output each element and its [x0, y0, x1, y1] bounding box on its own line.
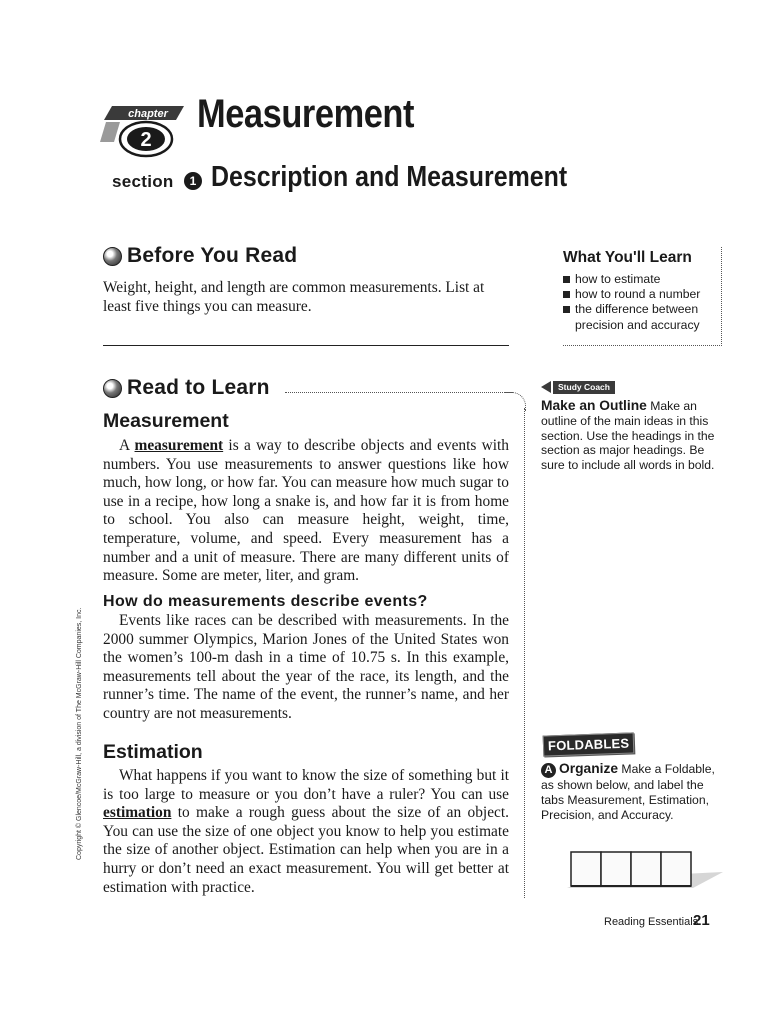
- before-you-read-heading: [103, 244, 297, 268]
- question-heading: How do measurements describe events?: [103, 593, 428, 610]
- study-coach-note: Make an Outline Make an outline of the main ideas in this section. Use the headings in the section as major headings. Be sure to include all words in bold.: [541, 398, 715, 473]
- foldable-diagram: [565, 848, 725, 894]
- keyword-measurement: measurement: [134, 437, 224, 454]
- learn-item: how to estimate: [563, 272, 719, 287]
- read-to-learn-title: Read to Learn: [127, 376, 270, 399]
- estimation-heading: Estimation: [103, 741, 203, 763]
- what-youll-learn-title: What You'll Learn: [563, 249, 692, 266]
- foldables-note: A Organize Make a Foldable, as shown below, and label the tabs Measurement, Estimation, Precision, and Accuracy.: [541, 761, 715, 822]
- before-you-read-prompt: Weight, height, and length are common measurements. List at least five things you can measure.: [103, 279, 485, 315]
- question-paragraph: Events like races can be described with measurements. In the 2000 summer Olympics, Marion Jones of the United States won the women’s 100-m dash in a time of 10.75 s. In this example, measurements tell about the year of the race, its length, and the runner’s time. The name of the event, the runner’s name, and her country are not measurements.: [103, 612, 509, 722]
- dotted-column-divider: [524, 408, 525, 898]
- what-youll-learn-list: [563, 272, 719, 333]
- answer-line[interactable]: [103, 345, 509, 346]
- globe-icon: [103, 247, 122, 266]
- footer-label: Reading Essentials: [604, 916, 699, 928]
- study-coach-tag: Study Coach: [553, 381, 615, 394]
- step-letter-badge: A: [541, 763, 556, 778]
- keyword-estimation: estimation: [103, 804, 172, 822]
- copyright-notice: Copyright © Glencoe/McGraw-Hill, a division of The McGraw-Hill Companies, Inc.: [76, 607, 83, 860]
- chapter-badge: [100, 98, 190, 158]
- dotted-corner: [505, 392, 526, 411]
- globe-icon: [103, 379, 122, 398]
- estimation-paragraph: What happens if you want to know the size of something but it is too large to measure or you don’t have a ruler? You can use estimation to make a rough guess about the size of an object. You can use the size of one object you know to help you estimate the size of another object. Estimation can help when you are in a hurry or don’t need an exact measurement. You will get better at estimation with practice.: [103, 767, 509, 896]
- foldables-logo: FOLDABLES: [543, 732, 635, 756]
- measurement-paragraph: A measurement is a way to describe objects and events with numbers. You use measurements to answer questions like how much, how long, or how far. You can measure how much sugar to use in a recipe, how long a snake is, and how far it is from home to school. You also can measure height, weight, time, temperature, volume, and speed. Every measurement has a number and a unit of measure. There are many different units of measure. Some are meter, liter, and gram.: [103, 437, 509, 585]
- chapter-number: 2: [140, 129, 152, 151]
- learn-item: the difference between precision and accuracy: [563, 302, 719, 332]
- foldables-title: Organize: [559, 761, 619, 776]
- section-title: Description and Measurement: [211, 161, 568, 193]
- study-coach-arrow-icon: [541, 381, 551, 393]
- section-label: section: [112, 172, 174, 191]
- study-coach-title: Make an Outline: [541, 398, 647, 413]
- dotted-divider: [285, 392, 513, 393]
- page-number: 21: [693, 912, 710, 929]
- chapter-word: chapter: [128, 108, 168, 120]
- measurement-heading: Measurement: [103, 410, 229, 432]
- chapter-title: Measurement: [197, 92, 415, 136]
- read-to-learn-heading: [103, 376, 270, 400]
- learn-item: how to round a number: [563, 287, 719, 302]
- section-number: 1: [184, 172, 202, 190]
- before-you-read-title: Before You Read: [127, 244, 298, 267]
